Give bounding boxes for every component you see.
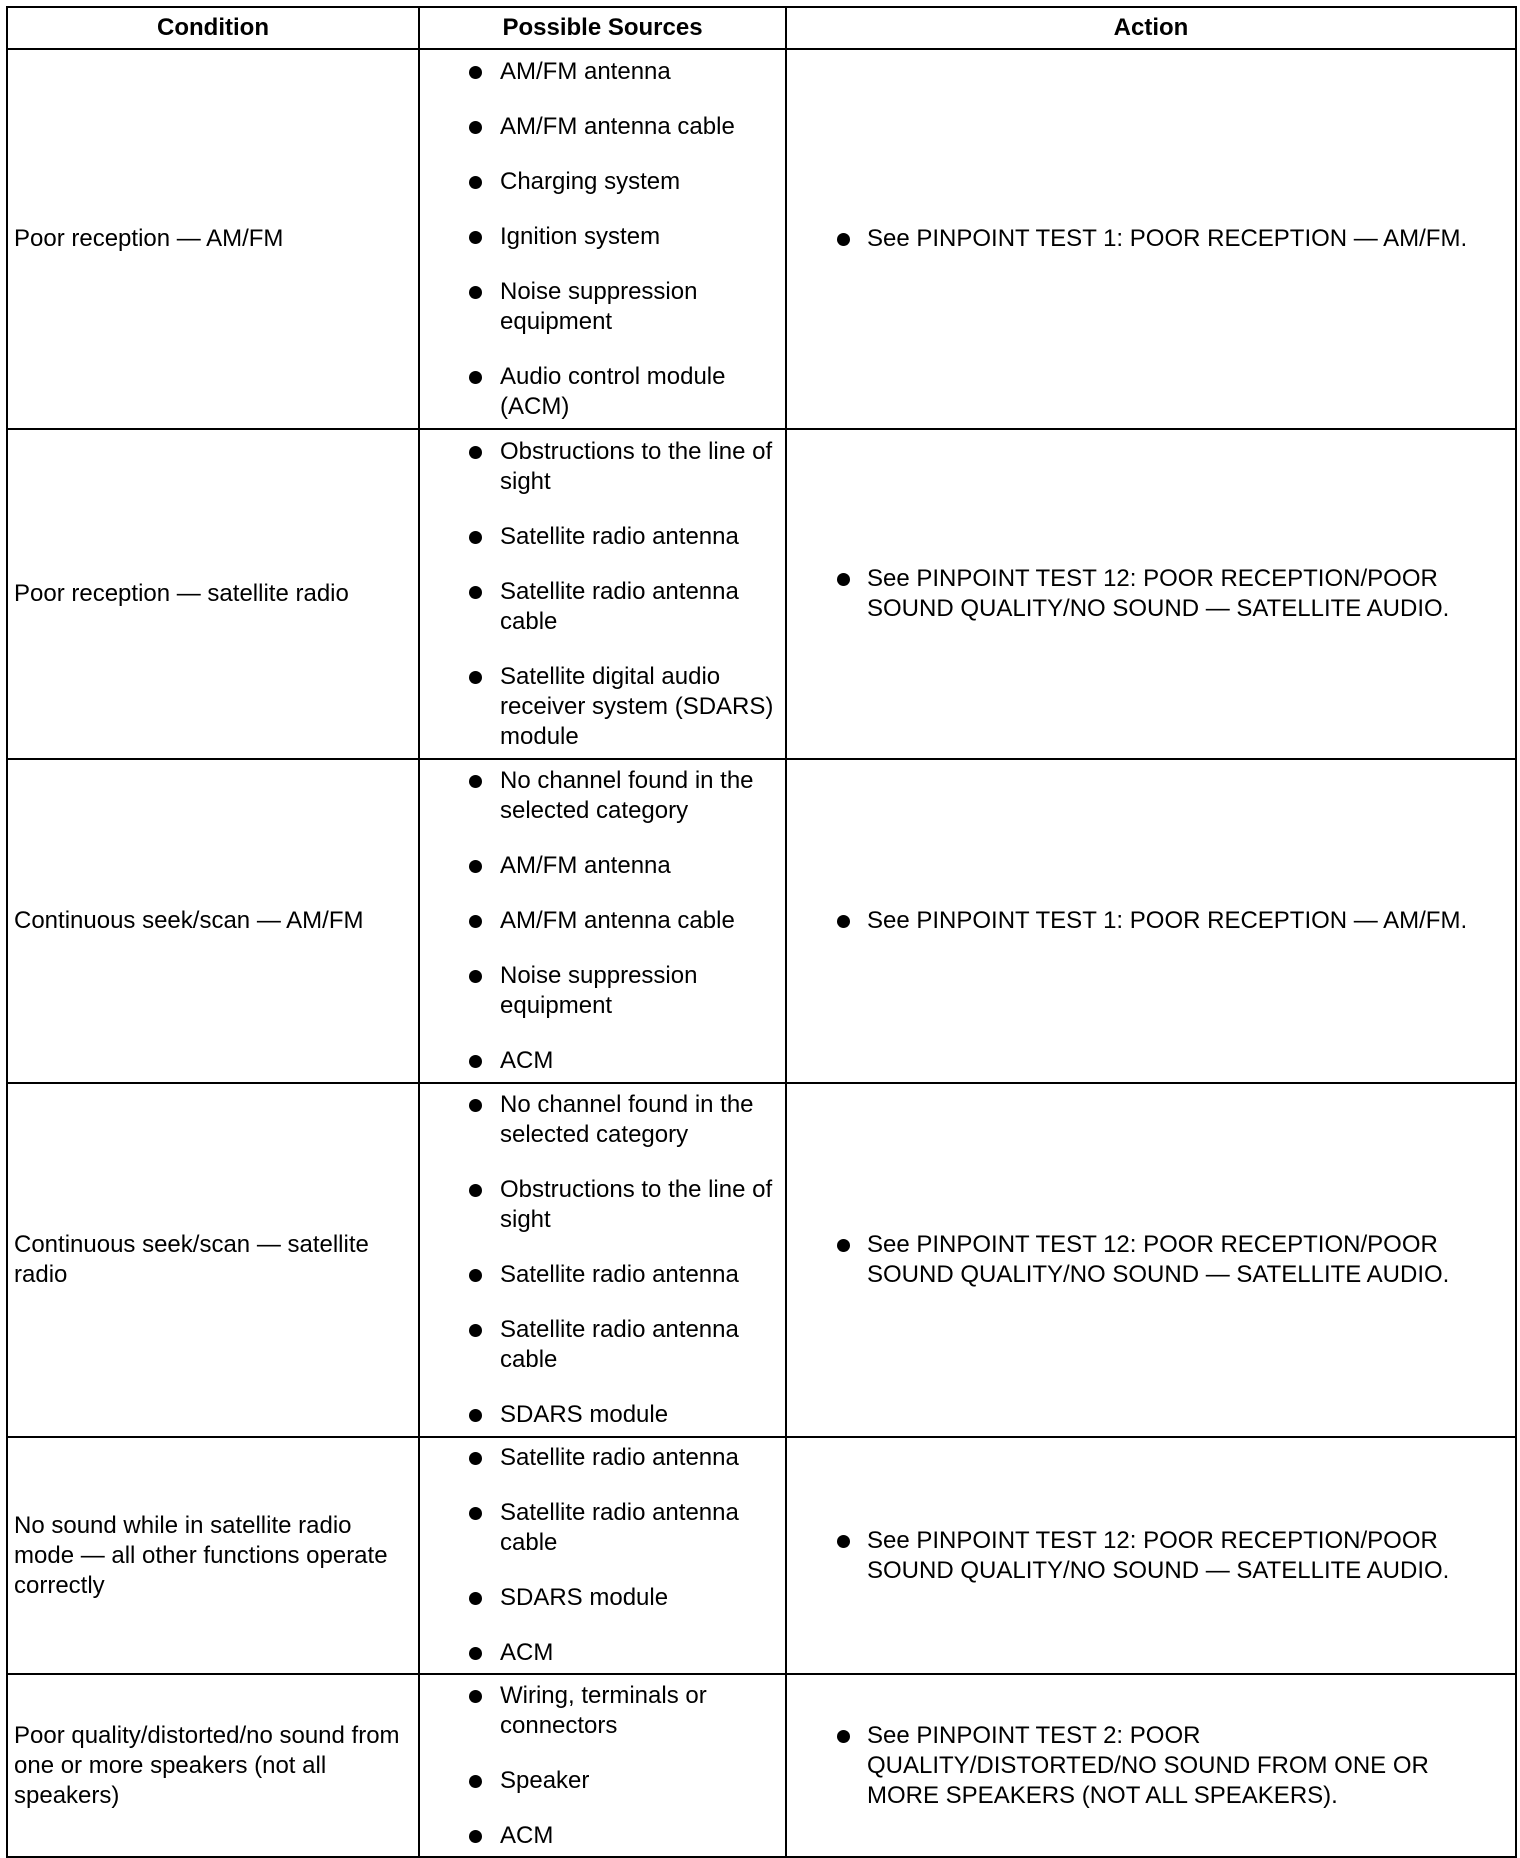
list-item: AM/FM antenna cable — [420, 906, 777, 936]
list-item: AM/FM antenna cable — [420, 112, 777, 142]
table-row — [7, 759, 1516, 1083]
list-item: SDARS module — [420, 1583, 777, 1613]
list-item: Noise suppression equipment — [420, 961, 777, 1021]
list-item: AM/FM antenna — [420, 57, 777, 87]
header-action: Action — [786, 7, 1516, 49]
action-cell — [786, 759, 1516, 1083]
list-item: Charging system — [420, 167, 777, 197]
symptom-chart-table — [6, 6, 1517, 1858]
sources-cell — [419, 759, 786, 1083]
condition-cell: Poor reception — satellite radio — [7, 429, 419, 759]
condition-cell: Continuous seek/scan — satellite radio — [7, 1083, 419, 1437]
list-item: Satellite radio antenna cable — [420, 1315, 777, 1375]
sources-list — [420, 1443, 777, 1668]
sources-cell — [419, 1674, 786, 1857]
condition-cell: Poor reception — AM/FM — [7, 49, 419, 429]
sources-cell — [419, 1437, 786, 1674]
table-row — [7, 49, 1516, 429]
sources-list — [420, 1090, 777, 1430]
list-item: Obstructions to the line of sight — [420, 437, 777, 497]
action-text: See PINPOINT TEST 2: POOR QUALITY/DISTORTED/NO SOUND FROM ONE OR MORE SPEAKERS (NOT ALL SPEAKERS). — [787, 1721, 1495, 1811]
list-item: No channel found in the selected category — [420, 766, 777, 826]
list-item: No channel found in the selected category — [420, 1090, 777, 1150]
sources-cell — [419, 1083, 786, 1437]
sources-list — [420, 57, 777, 422]
list-item: Satellite radio antenna — [420, 522, 777, 552]
action-cell — [786, 49, 1516, 429]
action-text: See PINPOINT TEST 1: POOR RECEPTION — AM/FM. — [787, 224, 1495, 254]
action-text: See PINPOINT TEST 12: POOR RECEPTION/POOR SOUND QUALITY/NO SOUND — SATELLITE AUDIO. — [787, 1526, 1495, 1586]
list-item: Satellite radio antenna — [420, 1260, 777, 1290]
header-possible-sources: Possible Sources — [419, 7, 786, 49]
table-row — [7, 1674, 1516, 1857]
list-item: Satellite radio antenna cable — [420, 577, 777, 637]
action-cell — [786, 1674, 1516, 1857]
table-row — [7, 1083, 1516, 1437]
list-item: Obstructions to the line of sight — [420, 1175, 777, 1235]
list-item: Speaker — [420, 1766, 777, 1796]
list-item: SDARS module — [420, 1400, 777, 1430]
action-text: See PINPOINT TEST 1: POOR RECEPTION — AM/FM. — [787, 906, 1495, 936]
action-cell — [786, 1437, 1516, 1674]
list-item: Noise suppression equipment — [420, 277, 777, 337]
sources-list — [420, 766, 777, 1076]
header-condition: Condition — [7, 7, 419, 49]
condition-cell: Continuous seek/scan — AM/FM — [7, 759, 419, 1083]
condition-cell: No sound while in satellite radio mode — all other functions operate correctly — [7, 1437, 419, 1674]
list-item: AM/FM antenna — [420, 851, 777, 881]
list-item: Satellite radio antenna cable — [420, 1498, 777, 1558]
list-item: Wiring, terminals or connectors — [420, 1681, 777, 1741]
action-text: See PINPOINT TEST 12: POOR RECEPTION/POOR SOUND QUALITY/NO SOUND — SATELLITE AUDIO. — [787, 564, 1495, 624]
list-item: Satellite radio antenna — [420, 1443, 777, 1473]
list-item: ACM — [420, 1821, 777, 1851]
list-item: ACM — [420, 1638, 777, 1668]
sources-list — [420, 437, 777, 752]
table-row — [7, 1437, 1516, 1674]
list-item: Satellite digital audio receiver system (SDARS) module — [420, 662, 777, 752]
list-item: Ignition system — [420, 222, 777, 252]
condition-cell: Poor quality/distorted/no sound from one or more speakers (not all speakers) — [7, 1674, 419, 1857]
list-item: ACM — [420, 1046, 777, 1076]
action-cell — [786, 429, 1516, 759]
table-row — [7, 429, 1516, 759]
sources-list — [420, 1681, 777, 1851]
sources-cell — [419, 429, 786, 759]
header-row — [7, 7, 1516, 49]
action-cell — [786, 1083, 1516, 1437]
sources-cell — [419, 49, 786, 429]
action-text: See PINPOINT TEST 12: POOR RECEPTION/POOR SOUND QUALITY/NO SOUND — SATELLITE AUDIO. — [787, 1230, 1495, 1290]
list-item: Audio control module (ACM) — [420, 362, 777, 422]
